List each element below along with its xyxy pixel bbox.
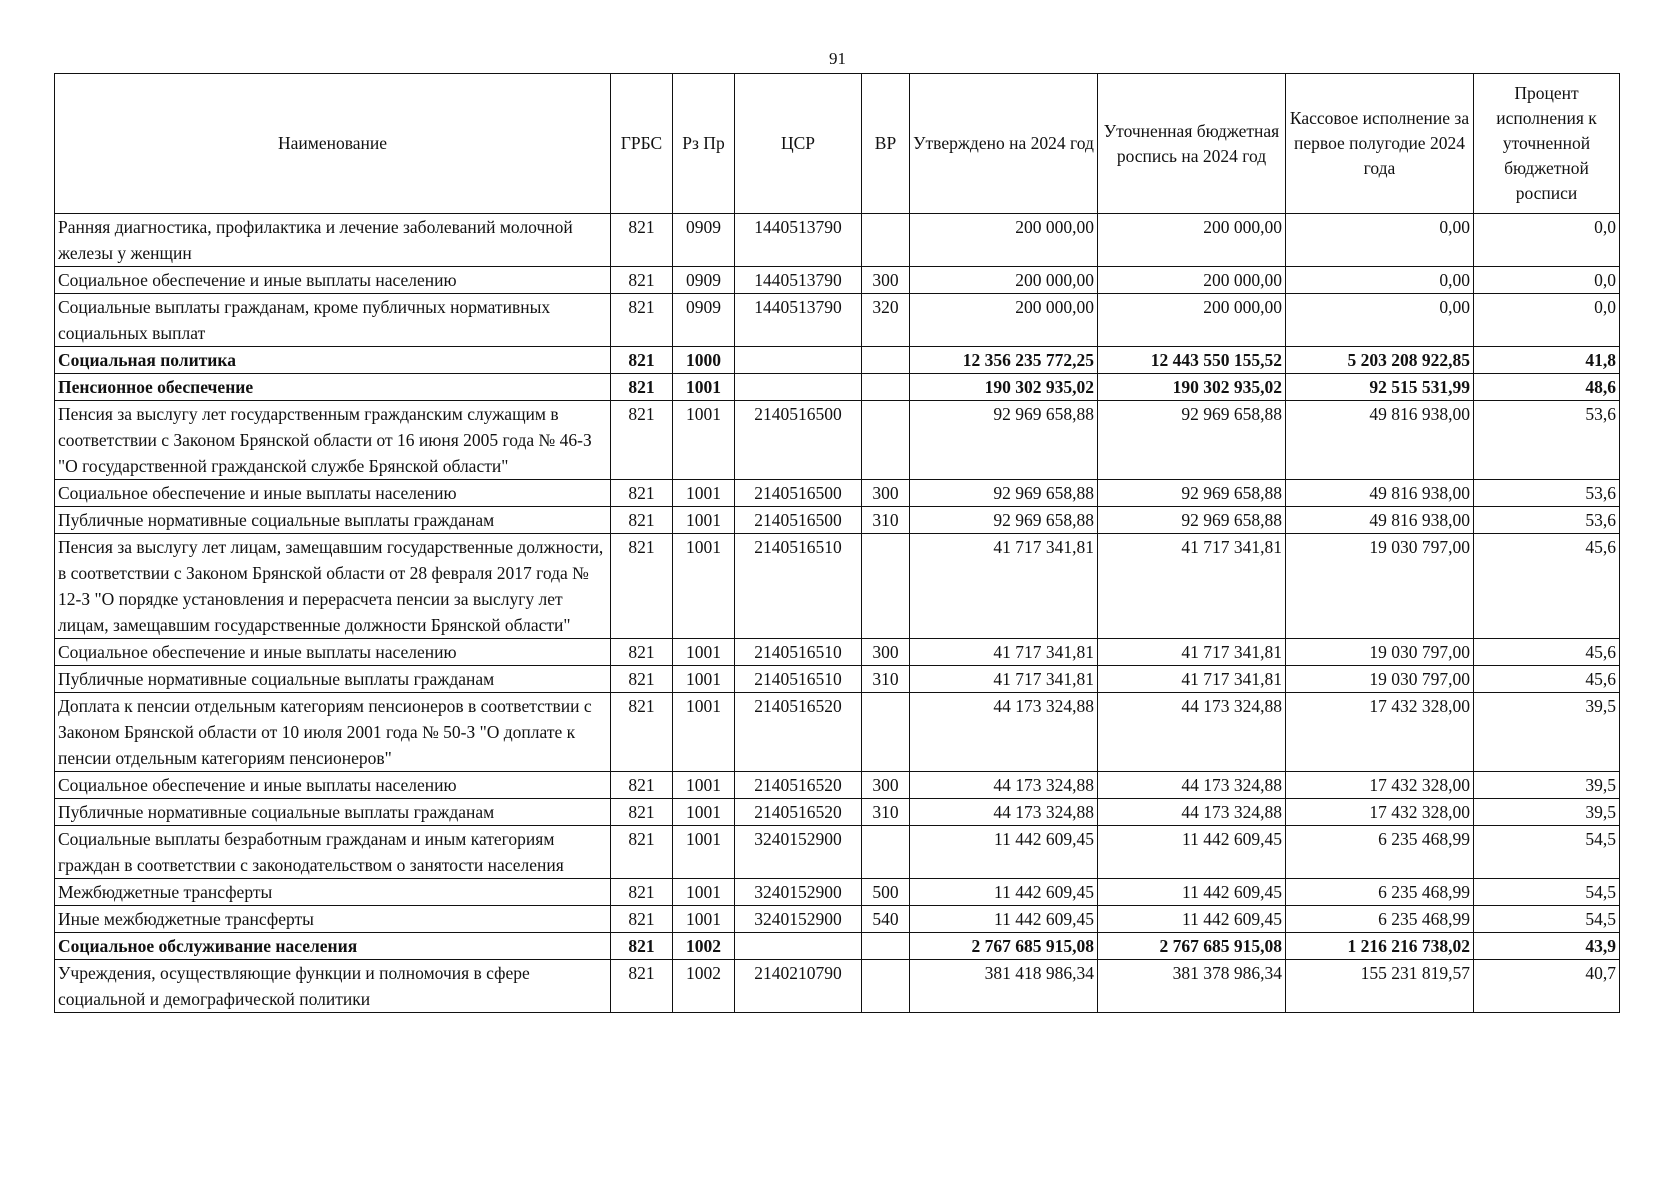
- cell-csr: 2140210790: [735, 960, 862, 1013]
- header-vr: ВР: [862, 74, 910, 214]
- cell-percent: 54,5: [1474, 906, 1620, 933]
- cell-rzpr: 1001: [673, 826, 735, 879]
- cell-name: Пенсия за выслугу лет лицам, замещавшим государственные должности, в соответствии с Законом Брянской области от 28 февраля 2017 года № 12-З "О порядке установления и перерасчета пенсии за выслугу лет лицам, замещавшим государственные должности Брянской области": [55, 534, 611, 639]
- cell-grbs: 821: [611, 799, 673, 826]
- cell-refined: 381 378 986,34: [1098, 960, 1286, 1013]
- cell-cash: 5 203 208 922,85: [1286, 347, 1474, 374]
- cell-approved: 11 442 609,45: [910, 879, 1098, 906]
- cell-rzpr: 1002: [673, 933, 735, 960]
- header-approved: Утверждено на 2024 год: [910, 74, 1098, 214]
- cell-csr: 2140516500: [735, 507, 862, 534]
- cell-vr: 300: [862, 267, 910, 294]
- cell-rzpr: 1001: [673, 507, 735, 534]
- header-refined: Уточненная бюджетная роспись на 2024 год: [1098, 74, 1286, 214]
- cell-cash: 19 030 797,00: [1286, 639, 1474, 666]
- cell-cash: 49 816 938,00: [1286, 480, 1474, 507]
- cell-csr: 2140516520: [735, 772, 862, 799]
- table-row: [55, 799, 1620, 826]
- cell-percent: 0,0: [1474, 214, 1620, 267]
- cell-vr: [862, 826, 910, 879]
- cell-csr: 2140516500: [735, 480, 862, 507]
- table-row: [55, 879, 1620, 906]
- cell-name: Доплата к пенсии отдельным категориям пенсионеров в соответствии с Законом Брянской области от 10 июля 2001 года № 50-З "О доплате к пенсии отдельным категориям пенсионеров": [55, 693, 611, 772]
- cell-rzpr: 1001: [673, 639, 735, 666]
- cell-rzpr: 1001: [673, 693, 735, 772]
- cell-rzpr: 1002: [673, 960, 735, 1013]
- cell-rzpr: 1001: [673, 480, 735, 507]
- cell-percent: 54,5: [1474, 826, 1620, 879]
- table-row: [55, 933, 1620, 960]
- cell-cash: 19 030 797,00: [1286, 666, 1474, 693]
- cell-percent: 45,6: [1474, 666, 1620, 693]
- cell-grbs: 821: [611, 826, 673, 879]
- cell-csr: 2140516520: [735, 693, 862, 772]
- cell-rzpr: 0909: [673, 267, 735, 294]
- cell-csr: [735, 347, 862, 374]
- table-row: [55, 214, 1620, 267]
- cell-approved: 44 173 324,88: [910, 799, 1098, 826]
- table-row: [55, 693, 1620, 772]
- cell-name: Социальное обеспечение и иные выплаты населению: [55, 639, 611, 666]
- cell-approved: 12 356 235 772,25: [910, 347, 1098, 374]
- cell-vr: 500: [862, 879, 910, 906]
- cell-grbs: 821: [611, 401, 673, 480]
- cell-vr: [862, 933, 910, 960]
- cell-grbs: 821: [611, 507, 673, 534]
- table-row: [55, 906, 1620, 933]
- table-row: [55, 826, 1620, 879]
- cell-percent: 39,5: [1474, 772, 1620, 799]
- cell-refined: 92 969 658,88: [1098, 507, 1286, 534]
- cell-csr: 3240152900: [735, 906, 862, 933]
- cell-name: Социальные выплаты безработным гражданам и иным категориям граждан в соответствии с законодательством о занятости населения: [55, 826, 611, 879]
- page-number: 91: [829, 49, 846, 68]
- cell-percent: 53,6: [1474, 507, 1620, 534]
- cell-csr: 3240152900: [735, 879, 862, 906]
- cell-percent: 45,6: [1474, 639, 1620, 666]
- cell-cash: 0,00: [1286, 294, 1474, 347]
- cell-grbs: 821: [611, 347, 673, 374]
- cell-vr: 300: [862, 772, 910, 799]
- cell-approved: 41 717 341,81: [910, 666, 1098, 693]
- cell-percent: 53,6: [1474, 480, 1620, 507]
- cell-rzpr: 1001: [673, 799, 735, 826]
- cell-name: Публичные нормативные социальные выплаты гражданам: [55, 507, 611, 534]
- table-row: [55, 639, 1620, 666]
- cell-percent: 54,5: [1474, 879, 1620, 906]
- table-row: [55, 294, 1620, 347]
- cell-approved: 92 969 658,88: [910, 401, 1098, 480]
- cell-name: Публичные нормативные социальные выплаты гражданам: [55, 799, 611, 826]
- cell-approved: 200 000,00: [910, 267, 1098, 294]
- cell-percent: 45,6: [1474, 534, 1620, 639]
- cell-cash: 6 235 468,99: [1286, 906, 1474, 933]
- cell-approved: 11 442 609,45: [910, 826, 1098, 879]
- cell-cash: 17 432 328,00: [1286, 799, 1474, 826]
- cell-percent: 48,6: [1474, 374, 1620, 401]
- cell-refined: 200 000,00: [1098, 294, 1286, 347]
- cell-cash: 19 030 797,00: [1286, 534, 1474, 639]
- table-row: [55, 401, 1620, 480]
- table-row: [55, 507, 1620, 534]
- cell-name: Социальные выплаты гражданам, кроме публичных нормативных социальных выплат: [55, 294, 611, 347]
- cell-rzpr: 1001: [673, 666, 735, 693]
- cell-grbs: 821: [611, 772, 673, 799]
- table-row: [55, 666, 1620, 693]
- cell-vr: [862, 960, 910, 1013]
- cell-vr: 310: [862, 799, 910, 826]
- cell-refined: 200 000,00: [1098, 214, 1286, 267]
- cell-grbs: 821: [611, 267, 673, 294]
- cell-refined: 11 442 609,45: [1098, 906, 1286, 933]
- header-name: Наименование: [55, 74, 611, 214]
- cell-name: Учреждения, осуществляющие функции и полномочия в сфере социальной и демографической политики: [55, 960, 611, 1013]
- cell-csr: 2140516510: [735, 639, 862, 666]
- cell-rzpr: 1001: [673, 401, 735, 480]
- cell-name: Социальное обеспечение и иные выплаты населению: [55, 772, 611, 799]
- cell-csr: 2140516510: [735, 666, 862, 693]
- cell-csr: [735, 933, 862, 960]
- cell-csr: 3240152900: [735, 826, 862, 879]
- cell-percent: 53,6: [1474, 401, 1620, 480]
- cell-vr: [862, 347, 910, 374]
- cell-cash: 92 515 531,99: [1286, 374, 1474, 401]
- cell-vr: [862, 374, 910, 401]
- cell-grbs: 821: [611, 960, 673, 1013]
- cell-vr: 310: [862, 507, 910, 534]
- cell-cash: 1 216 216 738,02: [1286, 933, 1474, 960]
- cell-vr: 300: [862, 639, 910, 666]
- cell-grbs: 821: [611, 374, 673, 401]
- table-row: [55, 772, 1620, 799]
- cell-name: Публичные нормативные социальные выплаты гражданам: [55, 666, 611, 693]
- cell-refined: 41 717 341,81: [1098, 639, 1286, 666]
- header-cash: Кассовое исполнение за первое полугодие 2024 года: [1286, 74, 1474, 214]
- cell-approved: 92 969 658,88: [910, 480, 1098, 507]
- cell-cash: 0,00: [1286, 267, 1474, 294]
- cell-rzpr: 1000: [673, 347, 735, 374]
- cell-cash: 6 235 468,99: [1286, 826, 1474, 879]
- cell-grbs: 821: [611, 480, 673, 507]
- cell-approved: 190 302 935,02: [910, 374, 1098, 401]
- cell-name: Социальное обслуживание населения: [55, 933, 611, 960]
- cell-refined: 44 173 324,88: [1098, 772, 1286, 799]
- cell-refined: 12 443 550 155,52: [1098, 347, 1286, 374]
- cell-csr: 1440513790: [735, 294, 862, 347]
- cell-refined: 200 000,00: [1098, 267, 1286, 294]
- cell-refined: 44 173 324,88: [1098, 693, 1286, 772]
- cell-refined: 11 442 609,45: [1098, 879, 1286, 906]
- cell-refined: 2 767 685 915,08: [1098, 933, 1286, 960]
- cell-csr: [735, 374, 862, 401]
- cell-refined: 92 969 658,88: [1098, 401, 1286, 480]
- cell-vr: [862, 214, 910, 267]
- table-body: [55, 214, 1620, 1013]
- cell-name: Межбюджетные трансферты: [55, 879, 611, 906]
- cell-refined: 190 302 935,02: [1098, 374, 1286, 401]
- cell-percent: 39,5: [1474, 799, 1620, 826]
- cell-csr: 2140516510: [735, 534, 862, 639]
- cell-cash: 49 816 938,00: [1286, 401, 1474, 480]
- cell-rzpr: 1001: [673, 772, 735, 799]
- header-csr: ЦСР: [735, 74, 862, 214]
- header-rzpr: Рз Пр: [673, 74, 735, 214]
- cell-vr: [862, 534, 910, 639]
- table-row: [55, 534, 1620, 639]
- cell-approved: 44 173 324,88: [910, 693, 1098, 772]
- header-grbs: ГРБС: [611, 74, 673, 214]
- table-header-row: [55, 74, 1620, 214]
- cell-grbs: 821: [611, 666, 673, 693]
- cell-vr: 300: [862, 480, 910, 507]
- header-percent: Процент исполнения к уточненной бюджетной росписи: [1474, 74, 1620, 214]
- cell-grbs: 821: [611, 639, 673, 666]
- cell-approved: 381 418 986,34: [910, 960, 1098, 1013]
- cell-grbs: 821: [611, 214, 673, 267]
- cell-name: Социальное обеспечение и иные выплаты населению: [55, 480, 611, 507]
- cell-cash: 17 432 328,00: [1286, 693, 1474, 772]
- table-row: [55, 374, 1620, 401]
- cell-approved: 2 767 685 915,08: [910, 933, 1098, 960]
- cell-cash: 155 231 819,57: [1286, 960, 1474, 1013]
- cell-percent: 41,8: [1474, 347, 1620, 374]
- cell-csr: 1440513790: [735, 214, 862, 267]
- cell-name: Пенсия за выслугу лет государственным гражданским служащим в соответствии с Законом Брянской области от 16 июня 2005 года № 46-З "О государственной гражданской службе Брянской области": [55, 401, 611, 480]
- cell-name: Иные межбюджетные трансферты: [55, 906, 611, 933]
- cell-percent: 39,5: [1474, 693, 1620, 772]
- cell-approved: 200 000,00: [910, 214, 1098, 267]
- cell-percent: 0,0: [1474, 267, 1620, 294]
- cell-grbs: 821: [611, 534, 673, 639]
- cell-rzpr: 1001: [673, 534, 735, 639]
- cell-rzpr: 1001: [673, 879, 735, 906]
- cell-name: Пенсионное обеспечение: [55, 374, 611, 401]
- cell-csr: 2140516520: [735, 799, 862, 826]
- cell-vr: 540: [862, 906, 910, 933]
- cell-approved: 44 173 324,88: [910, 772, 1098, 799]
- cell-percent: 43,9: [1474, 933, 1620, 960]
- cell-cash: 49 816 938,00: [1286, 507, 1474, 534]
- cell-vr: [862, 693, 910, 772]
- cell-refined: 92 969 658,88: [1098, 480, 1286, 507]
- cell-vr: [862, 401, 910, 480]
- cell-refined: 41 717 341,81: [1098, 534, 1286, 639]
- cell-cash: 0,00: [1286, 214, 1474, 267]
- cell-name: Социальная политика: [55, 347, 611, 374]
- cell-grbs: 821: [611, 693, 673, 772]
- table-row: [55, 480, 1620, 507]
- cell-approved: 200 000,00: [910, 294, 1098, 347]
- cell-csr: 1440513790: [735, 267, 862, 294]
- cell-grbs: 821: [611, 933, 673, 960]
- cell-approved: 41 717 341,81: [910, 639, 1098, 666]
- cell-refined: 44 173 324,88: [1098, 799, 1286, 826]
- cell-name: Социальное обеспечение и иные выплаты населению: [55, 267, 611, 294]
- cell-name: Ранняя диагностика, профилактика и лечение заболеваний молочной железы у женщин: [55, 214, 611, 267]
- cell-approved: 41 717 341,81: [910, 534, 1098, 639]
- cell-refined: 11 442 609,45: [1098, 826, 1286, 879]
- cell-percent: 40,7: [1474, 960, 1620, 1013]
- cell-vr: 320: [862, 294, 910, 347]
- cell-rzpr: 1001: [673, 374, 735, 401]
- cell-vr: 310: [862, 666, 910, 693]
- cell-cash: 17 432 328,00: [1286, 772, 1474, 799]
- cell-refined: 41 717 341,81: [1098, 666, 1286, 693]
- cell-rzpr: 0909: [673, 214, 735, 267]
- cell-rzpr: 1001: [673, 906, 735, 933]
- table-row: [55, 960, 1620, 1013]
- cell-rzpr: 0909: [673, 294, 735, 347]
- cell-grbs: 821: [611, 294, 673, 347]
- cell-grbs: 821: [611, 906, 673, 933]
- cell-csr: 2140516500: [735, 401, 862, 480]
- cell-approved: 11 442 609,45: [910, 906, 1098, 933]
- budget-table: [54, 73, 1620, 1013]
- cell-approved: 92 969 658,88: [910, 507, 1098, 534]
- cell-cash: 6 235 468,99: [1286, 879, 1474, 906]
- table-row: [55, 267, 1620, 294]
- table-row: [55, 347, 1620, 374]
- cell-percent: 0,0: [1474, 294, 1620, 347]
- cell-grbs: 821: [611, 879, 673, 906]
